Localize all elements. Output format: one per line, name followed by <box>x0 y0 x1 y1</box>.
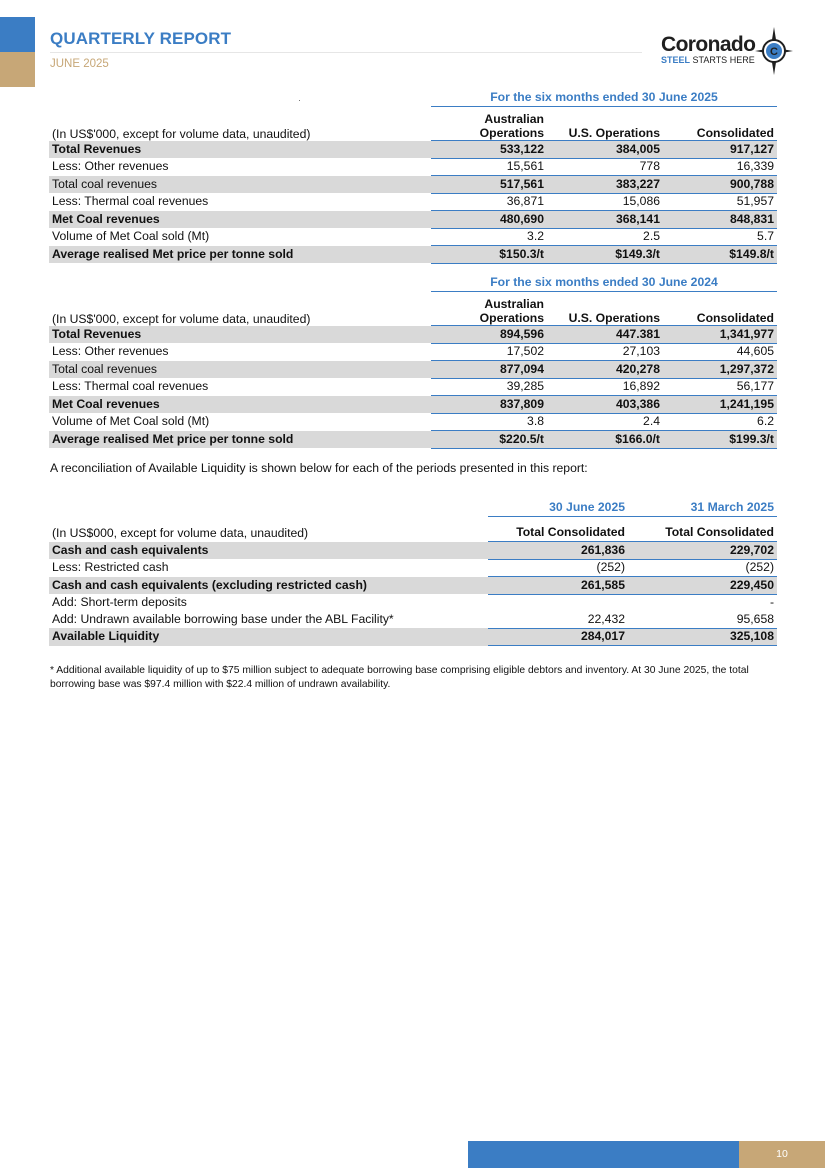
cell-value: 533,122 <box>431 141 547 159</box>
cell-value: 3.8 <box>431 413 547 431</box>
revenue-table-2025 <box>49 89 777 264</box>
logo-tagline <box>661 55 755 65</box>
cell-value: 384,005 <box>547 141 663 159</box>
cell-value <box>488 594 628 611</box>
table-row <box>49 211 777 229</box>
cell-value: 44,605 <box>663 343 777 361</box>
logo-mark-letter: C <box>770 46 778 58</box>
cell-value: 517,561 <box>431 176 547 194</box>
column-header-consolidated: Consolidated <box>663 292 777 326</box>
row-label: Add: Undrawn available borrowing base under the ABL Facility* <box>52 612 394 626</box>
row-label: Met Coal revenues <box>49 211 431 229</box>
cell-value: 877,094 <box>431 361 547 379</box>
period-header-2025: For the six months ended 30 June 2025 <box>431 89 777 107</box>
period-header-june-2025: 30 June 2025 <box>488 499 628 516</box>
cell-value: $199.3/t <box>663 431 777 449</box>
period-header-march-2025: 31 March 2025 <box>628 499 777 516</box>
cell-value: 22,432 <box>488 611 628 628</box>
table-row <box>49 378 777 396</box>
column-header-australian: Australian Operations <box>431 107 547 141</box>
footer-bar <box>468 1141 739 1168</box>
cell-value: (252) <box>628 559 777 577</box>
revenue-table-2024 <box>49 274 777 449</box>
cell-value: 16,892 <box>547 378 663 396</box>
cell-value: 3.2 <box>431 228 547 246</box>
row-label: Total coal revenues <box>49 176 431 194</box>
cell-value: 15,086 <box>547 193 663 211</box>
cell-value: 229,450 <box>628 577 777 595</box>
cell-value: 837,809 <box>431 396 547 414</box>
company-logo <box>658 26 798 78</box>
header-accent-blue-block <box>0 17 35 52</box>
table-row <box>49 594 777 611</box>
row-label: Cash and cash equivalents <box>49 542 488 560</box>
cell-value: 480,690 <box>431 211 547 229</box>
cell-value: 1,297,372 <box>663 361 777 379</box>
table-description-header: (In US$'000, except for volume data, unaudited) <box>52 311 311 326</box>
table-row <box>49 577 777 595</box>
cell-value: 51,957 <box>663 193 777 211</box>
cell-value: 420,278 <box>547 361 663 379</box>
table-row <box>49 176 777 194</box>
cell-value: 1,341,977 <box>663 326 777 344</box>
row-label: Less: Other revenues <box>52 159 169 174</box>
cell-value: (252) <box>488 559 628 577</box>
cell-value: $150.3/t <box>431 246 547 264</box>
cell-value: 894,596 <box>431 326 547 344</box>
row-label: Cash and cash equivalents (excluding restricted cash) <box>49 577 488 595</box>
cell-value: 56,177 <box>663 378 777 396</box>
column-header-us: U.S. Operations <box>547 107 663 141</box>
cell-value: 261,585 <box>488 577 628 595</box>
table-row <box>49 431 777 449</box>
row-label: Less: Restricted cash <box>52 560 169 575</box>
cell-value: 17,502 <box>431 343 547 361</box>
cell-value: 1,241,195 <box>663 396 777 414</box>
cell-value: $149.3/t <box>547 246 663 264</box>
cell-value: 16,339 <box>663 158 777 176</box>
cell-value: 2.5 <box>547 228 663 246</box>
table-row <box>49 542 777 560</box>
header-accent-gold-block <box>0 52 35 87</box>
cell-value: $166.0/t <box>547 431 663 449</box>
table-row <box>49 413 777 431</box>
liquidity-intro-text: A reconciliation of Available Liquidity is shown below for each of the periods presented in this report: <box>50 461 588 475</box>
cell-value: 6.2 <box>663 413 777 431</box>
cell-value: 848,831 <box>663 211 777 229</box>
page-number: 10 <box>739 1141 825 1168</box>
row-label: Met Coal revenues <box>49 396 431 414</box>
row-label: Average realised Met price per tonne sold <box>49 431 431 449</box>
table-description-header: (In US$'000, except for volume data, unaudited) <box>52 126 311 141</box>
row-label: Volume of Met Coal sold (Mt) <box>52 229 210 244</box>
footnote: * Additional available liquidity of up to $75 million subject to adequate borrowing base comprising eligible debtors and inventory. At 30 June 2025, the total borrowing base was $97.4 million with $22.4 million of undrawn availability. <box>50 665 749 690</box>
cell-value: 39,285 <box>431 378 547 396</box>
row-label: Total Revenues <box>49 141 431 159</box>
cell-value: 95,658 <box>628 611 777 628</box>
cell-value: 368,141 <box>547 211 663 229</box>
cell-value: 27,103 <box>547 343 663 361</box>
cell-value: 917,127 <box>663 141 777 159</box>
table-row <box>49 611 777 628</box>
table-row <box>49 141 777 159</box>
cell-value: 447.381 <box>547 326 663 344</box>
cell-value: 325,108 <box>628 628 777 646</box>
header-divider <box>50 52 642 53</box>
logo-wordmark: Coronado <box>661 33 756 56</box>
column-header-us: U.S. Operations <box>547 292 663 326</box>
report-subtitle: JUNE 2025 <box>50 58 109 70</box>
cell-value: 261,836 <box>488 542 628 560</box>
cell-value: 383,227 <box>547 176 663 194</box>
cell-value: 778 <box>547 158 663 176</box>
table-row <box>49 343 777 361</box>
compass-icon <box>754 26 794 76</box>
cell-value: 284,017 <box>488 628 628 646</box>
table-row <box>49 361 777 379</box>
row-label: Average realised Met price per tonne sold <box>49 246 431 264</box>
column-header-consolidated: Consolidated <box>663 107 777 141</box>
table-row <box>49 559 777 577</box>
cell-value: - <box>769 595 774 610</box>
table-row <box>49 158 777 176</box>
row-label: Volume of Met Coal sold (Mt) <box>52 414 210 429</box>
row-label: Less: Thermal coal revenues <box>52 379 209 394</box>
table-row <box>49 628 777 646</box>
row-label: Total Revenues <box>49 326 431 344</box>
cell-value: 229,702 <box>628 542 777 560</box>
cell-value: 15,561 <box>431 158 547 176</box>
row-label: Add: Short-term deposits <box>52 595 187 609</box>
cell-value: 2.4 <box>547 413 663 431</box>
cell-value: 36,871 <box>431 193 547 211</box>
cell-value: 900,788 <box>663 176 777 194</box>
table-row <box>49 193 777 211</box>
row-label: Less: Other revenues <box>52 344 169 359</box>
column-header-total-consolidated: Total Consolidated <box>628 525 777 542</box>
column-header-australian: Australian Operations <box>431 292 547 326</box>
cell-value: $149.8/t <box>663 246 777 264</box>
table-row <box>49 326 777 344</box>
table-row <box>49 228 777 246</box>
logo-tagline-bold: STEEL <box>661 55 691 65</box>
column-header-total-consolidated: Total Consolidated <box>488 525 628 542</box>
table-row <box>49 396 777 414</box>
cell-value: $220.5/t <box>431 431 547 449</box>
cell-value: 5.7 <box>663 228 777 246</box>
row-label: Available Liquidity <box>49 628 488 646</box>
liquidity-table <box>49 499 777 646</box>
row-label: Total coal revenues <box>49 361 431 379</box>
report-title: QUARTERLY REPORT <box>50 29 232 48</box>
row-label: Less: Thermal coal revenues <box>52 194 209 209</box>
table-description-header: (In US$000, except for volume data, unaudited) <box>52 525 309 540</box>
cell-value: 403,386 <box>547 396 663 414</box>
logo-tagline-rest: STARTS HERE <box>690 55 755 65</box>
table-row <box>49 246 777 264</box>
period-header-2024: For the six months ended 30 June 2024 <box>431 274 777 292</box>
